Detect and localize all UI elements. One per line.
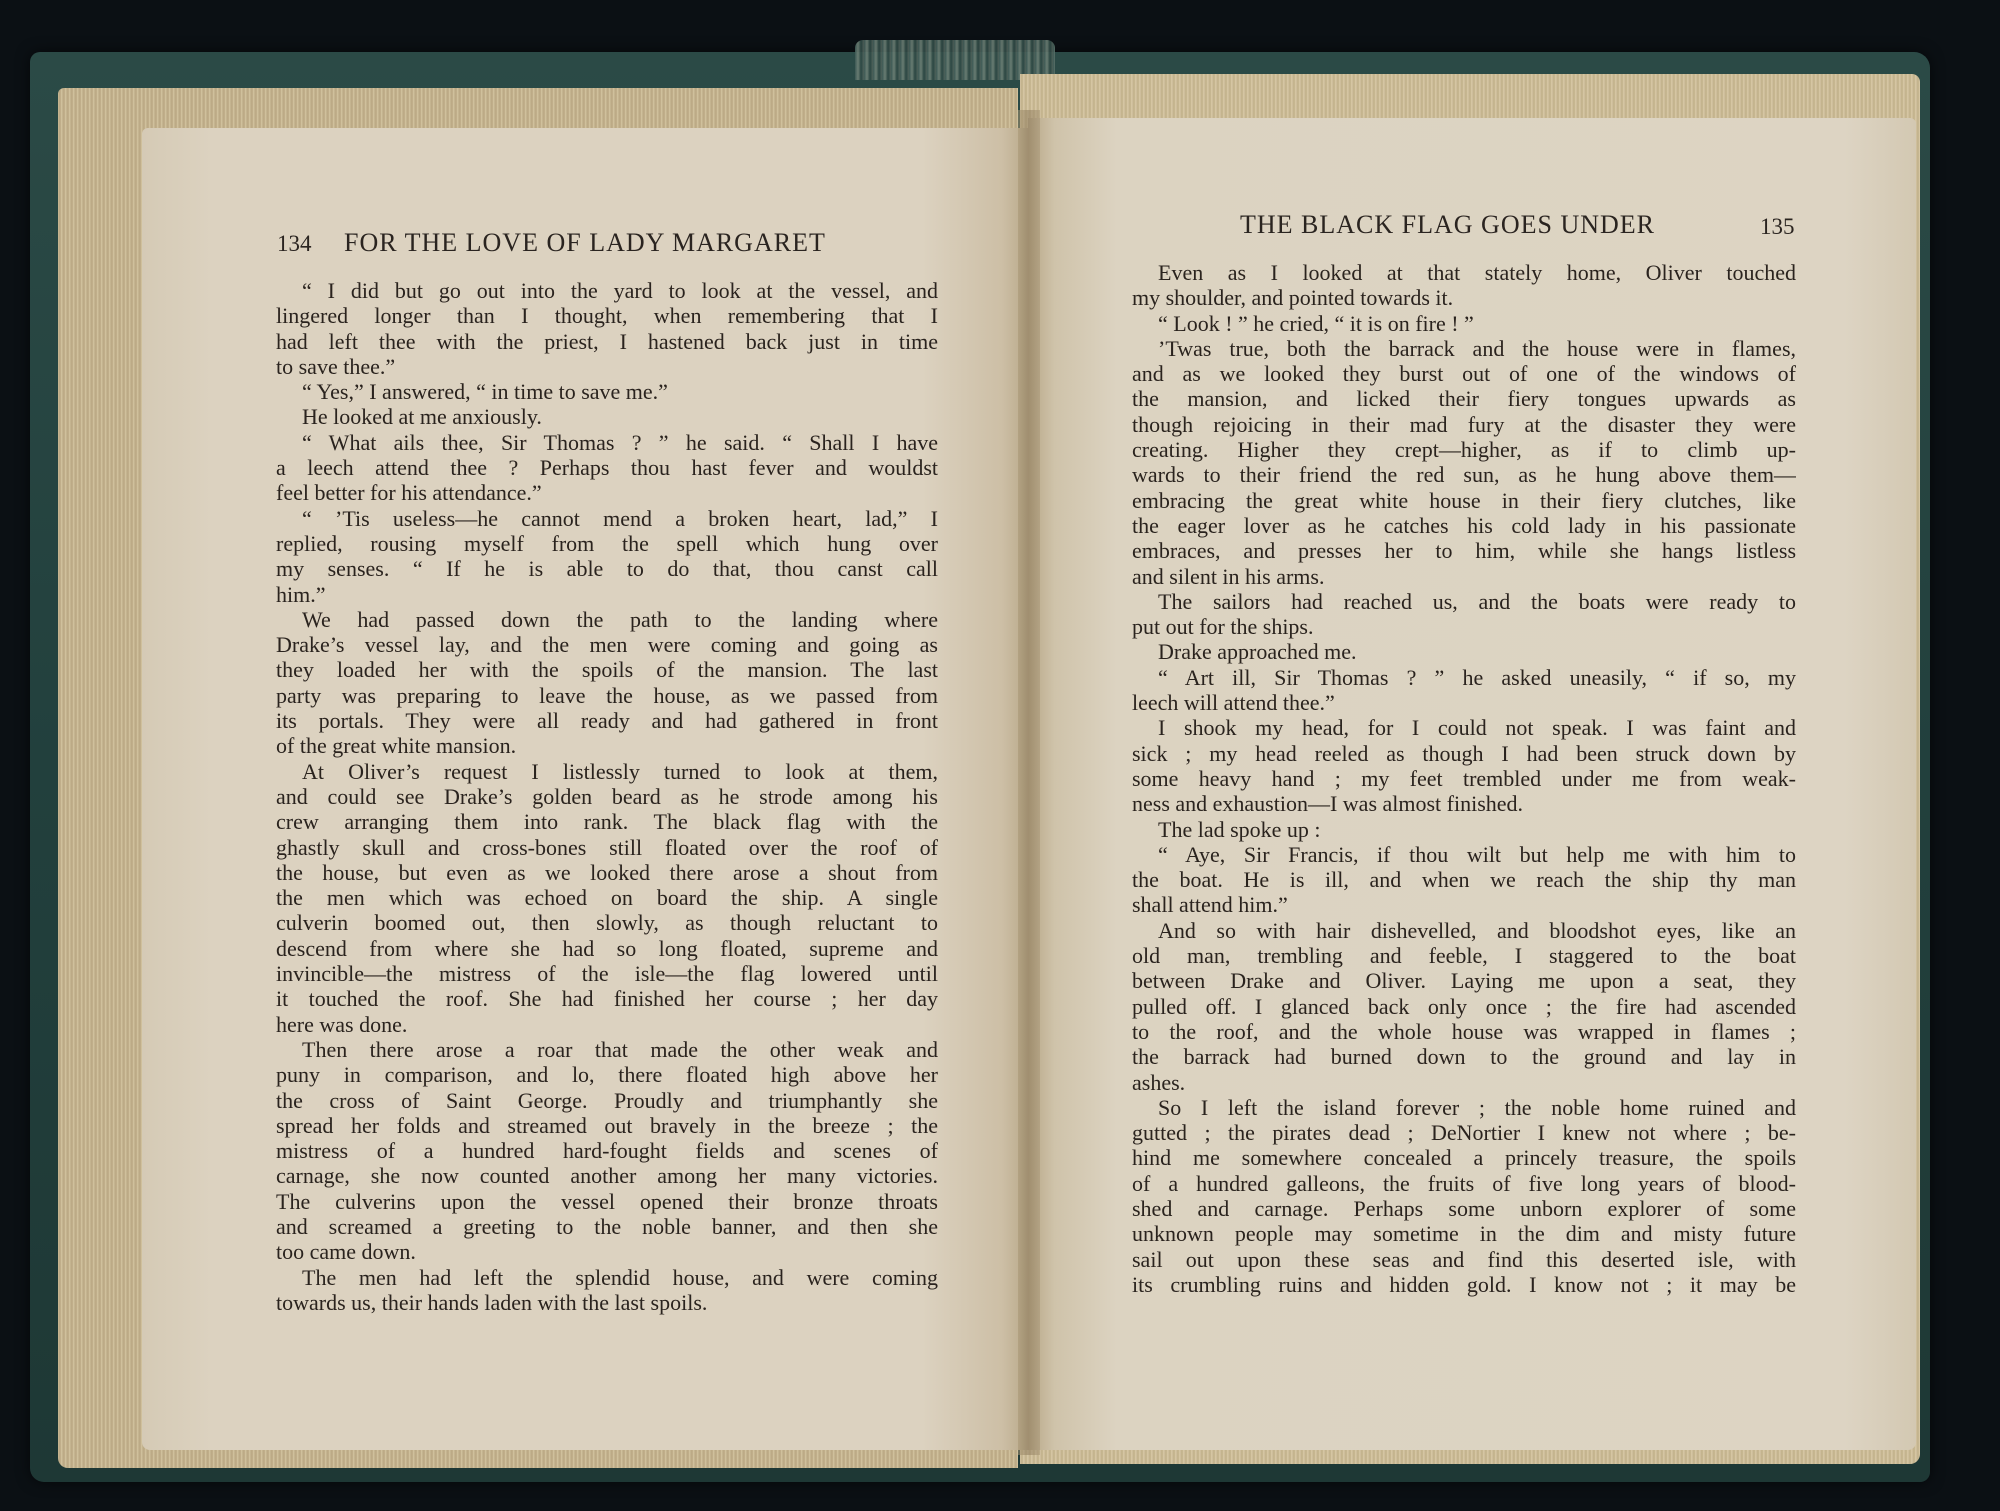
text-line: him.” bbox=[276, 581, 326, 607]
text-line: ghastly skull and cross-bones still floated over the roof of bbox=[276, 834, 938, 860]
text-line: “ Look ! ” he cried, “ it is on fire ! ” bbox=[1158, 310, 1474, 336]
text-line: feel better for his attendance.” bbox=[276, 480, 542, 506]
text-line: the mansion, and licked their fiery tongues upwards as bbox=[1132, 386, 1796, 412]
text-line: the barrack had burned down to the ground and lay in bbox=[1132, 1044, 1796, 1070]
text-line: and as we looked they burst out of one of the windows of bbox=[1132, 361, 1796, 387]
right-running-head: THE BLACK FLAG GOES UNDER bbox=[1240, 210, 1655, 239]
text-line: He looked at me anxiously. bbox=[302, 404, 542, 430]
text-line: invincible—the mistress of the isle—the flag lowered until bbox=[276, 961, 938, 987]
text-line: spread her folds and streamed out bravely in the breeze ; the bbox=[276, 1112, 938, 1138]
text-line: my shoulder, and pointed towards it. bbox=[1132, 285, 1454, 311]
text-line: mistress of a hundred hard-fought fields and scenes of bbox=[276, 1138, 938, 1164]
text-line: and silent in his arms. bbox=[1132, 563, 1325, 589]
text-line: to save thee.” bbox=[276, 353, 396, 379]
text-line: of a hundred galleons, the fruits of five long years of blood- bbox=[1132, 1170, 1796, 1196]
text-line: Even as I looked at that stately home, Oliver touched bbox=[1158, 260, 1796, 285]
text-line: creating. Higher they crept—higher, as if to climb up- bbox=[1132, 437, 1796, 463]
right-page-text bbox=[1132, 260, 1796, 1297]
text-line: the men which was echoed on board the ship. A single bbox=[276, 885, 938, 911]
text-line: “ I did but go out into the yard to look at the vessel, and bbox=[302, 278, 938, 303]
text-line: Then there arose a roar that made the other weak and bbox=[302, 1036, 938, 1062]
text-line: the eager lover as he catches his cold lady in his passionate bbox=[1132, 512, 1796, 538]
text-line: its portals. They were all ready and had gathered in front bbox=[276, 708, 938, 734]
text-line: unknown people may sometime in the dim and misty future bbox=[1132, 1221, 1796, 1247]
text-line: culverin boomed out, then slowly, as though reluctant to bbox=[276, 910, 938, 936]
text-line: Drake’s vessel lay, and the men were coming and going as bbox=[276, 632, 938, 658]
text-line: the boat. He is ill, and when we reach the ship thy man bbox=[1132, 867, 1796, 893]
text-line: too came down. bbox=[276, 1239, 416, 1265]
text-line: ness and exhaustion—I was almost finished. bbox=[1132, 791, 1524, 817]
text-line: gutted ; the pirates dead ; DeNortier I knew not where ; be- bbox=[1132, 1120, 1796, 1146]
text-line: some heavy hand ; my feet trembled under me from weak- bbox=[1132, 765, 1796, 791]
text-line: “ Aye, Sir Francis, if thou wilt but help me with him to bbox=[1158, 841, 1796, 867]
text-line: the house, but even as we looked there arose a shout from bbox=[276, 859, 938, 885]
text-line: towards us, their hands laden with the last spoils. bbox=[276, 1289, 708, 1315]
text-line: its crumbling ruins and hidden gold. I know not ; it may be bbox=[1132, 1271, 1796, 1297]
text-line: ashes. bbox=[1132, 1069, 1186, 1095]
left-page-number: 134 bbox=[277, 231, 312, 256]
text-line: and screamed a greeting to the noble banner, and then she bbox=[276, 1213, 938, 1239]
left-page-text bbox=[276, 278, 938, 1315]
text-line: it touched the roof. She had finished her course ; her day bbox=[276, 986, 938, 1012]
text-line: here was done. bbox=[276, 1011, 408, 1037]
text-line: ’Twas true, both the barrack and the house were in flames, bbox=[1158, 335, 1796, 361]
text-line: And so with hair dishevelled, and bloodshot eyes, like an bbox=[1158, 917, 1796, 943]
text-line: old man, trembling and feeble, I staggered to the boat bbox=[1132, 943, 1796, 969]
book-gutter bbox=[1018, 110, 1040, 1455]
text-line: they loaded her with the spoils of the mansion. The last bbox=[276, 657, 938, 683]
text-line: shall attend him.” bbox=[1132, 892, 1288, 918]
text-line: replied, rousing myself from the spell which hung over bbox=[276, 530, 938, 556]
text-line: hind me somewhere concealed a princely treasure, the spoils bbox=[1132, 1145, 1796, 1171]
text-line: sick ; my head reeled as though I had been struck down by bbox=[1132, 740, 1796, 766]
text-line: between Drake and Oliver. Laying me upon a seat, they bbox=[1132, 968, 1796, 994]
text-line: The lad spoke up : bbox=[1158, 816, 1321, 842]
text-line: to the roof, and the whole house was wrapped in flames ; bbox=[1132, 1018, 1796, 1044]
text-line: lingered longer than I thought, when remembering that I bbox=[276, 303, 938, 329]
text-line: puny in comparison, and lo, there floated high above her bbox=[276, 1062, 938, 1088]
text-line: leech will attend thee.” bbox=[1132, 690, 1335, 716]
text-line: embracing the great white house in their fiery clutches, like bbox=[1132, 487, 1796, 513]
text-line: put out for the ships. bbox=[1132, 614, 1314, 640]
text-line: party was preparing to leave the house, as we passed from bbox=[276, 682, 938, 708]
text-line: shed and carnage. Perhaps some unborn explorer of some bbox=[1132, 1195, 1796, 1221]
text-line: “ ’Tis useless—he cannot mend a broken heart, lad,” I bbox=[302, 505, 938, 531]
text-line: At Oliver’s request I listlessly turned to look at them, bbox=[302, 758, 938, 784]
text-line: had left thee with the priest, I hastened back just in time bbox=[276, 328, 938, 354]
text-line: the cross of Saint George. Proudly and triumphantly she bbox=[276, 1087, 938, 1113]
text-line: “ What ails thee, Sir Thomas ? ” he said. “ Shall I have bbox=[302, 429, 938, 455]
text-line: The men had left the splendid house, and were coming bbox=[302, 1264, 938, 1290]
text-line: of the great white mansion. bbox=[276, 733, 517, 759]
text-line: The sailors had reached us, and the boats were ready to bbox=[1158, 588, 1796, 614]
text-line: my senses. “ If he is able to do that, thou canst call bbox=[276, 556, 938, 582]
text-line: wards to their friend the red sun, as he hung above them— bbox=[1132, 462, 1796, 488]
text-line: crew arranging them into rank. The black flag with the bbox=[276, 809, 938, 835]
text-line: and could see Drake’s golden beard as he strode among his bbox=[276, 783, 938, 809]
text-line: “ Yes,” I answered, “ in time to save me.” bbox=[302, 379, 668, 405]
text-line: though rejoicing in their mad fury at the disaster they were bbox=[1132, 411, 1796, 437]
text-line: The culverins upon the vessel opened their bronze throats bbox=[276, 1188, 938, 1214]
text-line: a leech attend thee ? Perhaps thou hast fever and wouldst bbox=[276, 455, 938, 481]
text-line: So I left the island forever ; the noble home ruined and bbox=[1158, 1094, 1796, 1120]
text-line: Drake approached me. bbox=[1158, 639, 1357, 665]
text-line: “ Art ill, Sir Thomas ? ” he asked uneasily, “ if so, my bbox=[1158, 664, 1796, 690]
text-line: carnage, she now counted another among her many victories. bbox=[276, 1163, 938, 1189]
text-line: sail out upon these seas and find this deserted isle, with bbox=[1132, 1246, 1796, 1272]
text-line: embraces, and presses her to him, while she hangs listless bbox=[1132, 538, 1796, 564]
text-line: descend from where she had so long floated, supreme and bbox=[276, 935, 938, 961]
left-page bbox=[142, 128, 1028, 1450]
text-line: I shook my head, for I could not speak. I was faint and bbox=[1158, 715, 1796, 741]
right-page bbox=[1028, 118, 1916, 1450]
text-line: pulled off. I glanced back only once ; the fire had ascended bbox=[1132, 993, 1796, 1019]
left-running-head: FOR THE LOVE OF LADY MARGARET bbox=[344, 228, 826, 257]
right-page-number: 135 bbox=[1760, 214, 1795, 239]
text-line: We had passed down the path to the landing where bbox=[302, 606, 938, 632]
